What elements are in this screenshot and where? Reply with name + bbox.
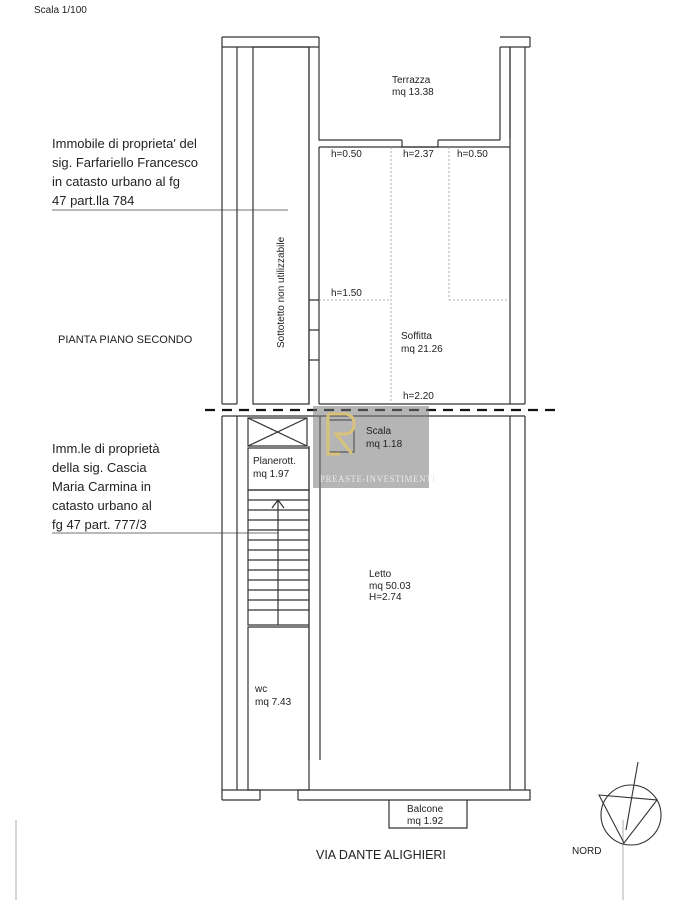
- height-label-5: h=2.20: [403, 391, 434, 402]
- owner-bottom-line5: fg 47 part. 777/3: [52, 517, 147, 532]
- owner-top-line3: in catasto urbano al fg: [52, 174, 180, 189]
- floor-label: PIANTA PIANO SECONDO: [58, 334, 193, 346]
- scala-name: Scala: [366, 426, 392, 437]
- letto-height: H=2.74: [369, 592, 402, 603]
- balcone-name: Balcone: [407, 804, 444, 815]
- wc-area: mq 7.43: [255, 697, 292, 708]
- owner-top-line1: Immobile di proprieta' del: [52, 136, 197, 151]
- watermark-text: PREASTE-INVESTIMENTI: [320, 474, 436, 484]
- owner-bottom-line1: Imm.le di proprietà: [52, 441, 160, 456]
- height-label-3: h=0.50: [457, 149, 488, 160]
- north-arrow-icon: [599, 762, 661, 845]
- height-label-4: h=1.50: [331, 288, 362, 299]
- owner-bottom-line4: catasto urbano al: [52, 498, 152, 513]
- terrazza-area: mq 13.38: [392, 87, 434, 98]
- scala-area: mq 1.18: [366, 439, 403, 450]
- street-label: VIA DANTE ALIGHIERI: [316, 848, 446, 862]
- letto-area: mq 50.03: [369, 581, 411, 592]
- pianerottolo-area: mq 1.97: [253, 469, 290, 480]
- owner-top-line2: sig. Farfariello Francesco: [52, 155, 198, 170]
- north-label: NORD: [572, 846, 602, 857]
- soffitta-name: Soffitta: [401, 331, 432, 342]
- letto-name: Letto: [369, 569, 392, 580]
- watermark-logo-icon: [324, 410, 358, 458]
- wc-outline: [248, 627, 309, 790]
- left-wall: [222, 47, 237, 404]
- balcone-area: mq 1.92: [407, 816, 444, 827]
- owner-bottom-line3: Maria Carmina in: [52, 479, 151, 494]
- scale-label: Scala 1/100: [34, 5, 87, 16]
- terrazza-name: Terrazza: [392, 75, 431, 86]
- wc-name: wc: [255, 684, 268, 695]
- height-label-2: h=2.37: [403, 149, 434, 160]
- owner-bottom-line2: della sig. Cascia: [52, 460, 147, 475]
- soffitta-area: mq 21.26: [401, 344, 443, 355]
- right-wall: [510, 47, 525, 404]
- sottotetto-outline: [253, 47, 309, 404]
- height-label-1: h=0.50: [331, 149, 362, 160]
- owner-top-line4: 47 part.lla 784: [52, 193, 135, 208]
- pianerottolo-name: Planerott.: [253, 456, 296, 467]
- sottotetto-label: Sottotetto non utilizzabile: [276, 236, 287, 348]
